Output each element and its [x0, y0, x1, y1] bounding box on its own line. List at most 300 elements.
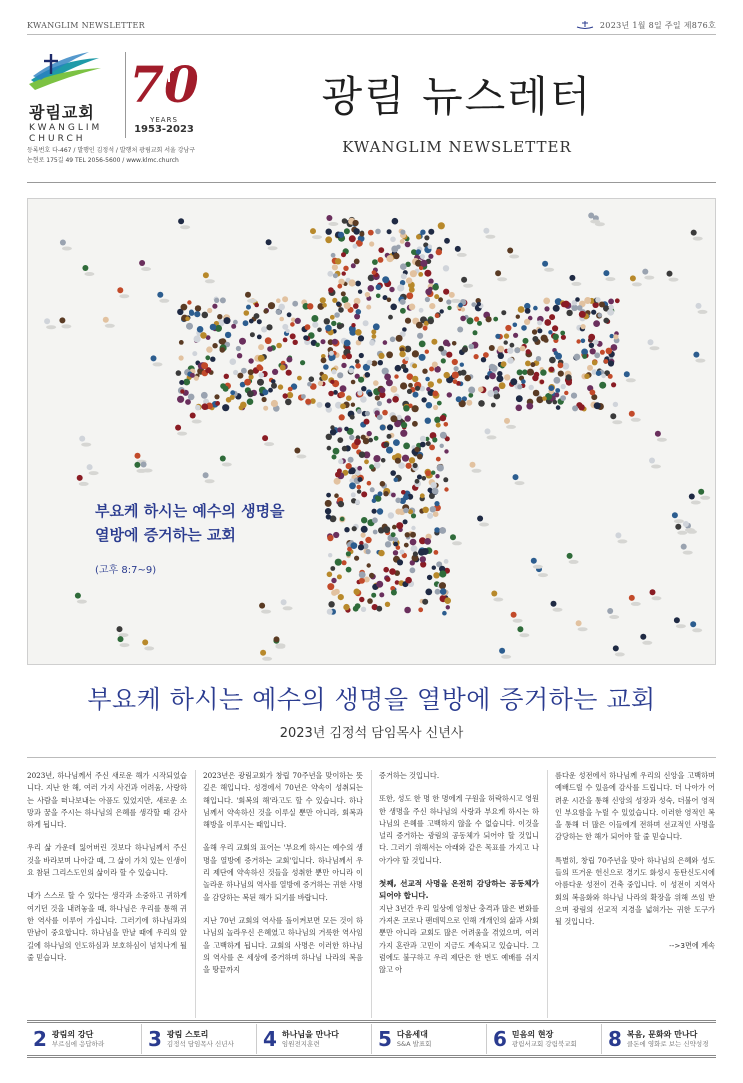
walker-shadow [506, 425, 516, 429]
crowd-person [440, 432, 447, 439]
crowd-person [387, 229, 392, 234]
crowd-person [337, 324, 343, 330]
walker-shadow [615, 652, 625, 656]
crowd-person [608, 299, 614, 305]
top-left-label: KWANGLIM NEWSLETTER [27, 20, 145, 30]
crowd-person [357, 409, 362, 414]
crowd-person [357, 489, 361, 493]
crowd-person [361, 435, 366, 440]
crowd-person [382, 410, 388, 416]
walker-shadow [328, 222, 338, 226]
crowd-person [434, 501, 439, 506]
crowd-person [396, 245, 401, 250]
crowd-person [536, 396, 543, 403]
hero-caption-reference: (고후 8:7~9) [95, 565, 157, 576]
crowd-person [461, 307, 465, 311]
crowd-person [373, 455, 380, 462]
index-item-2[interactable] [27, 1024, 142, 1054]
masthead-subtitle: KWANGLIM NEWSLETTER [342, 138, 572, 156]
crowd-person [195, 405, 201, 411]
crowd-person [377, 401, 382, 406]
walker-shadow [296, 455, 306, 459]
walker-shadow [479, 523, 489, 527]
crowd-person [444, 372, 450, 378]
crowd-person [312, 322, 318, 328]
crowd-person [331, 578, 336, 583]
crowd-person [220, 297, 226, 303]
walker-person [117, 287, 123, 293]
index-page-number: 8 [608, 1027, 622, 1051]
walker-shadow [650, 346, 660, 350]
crowd-person [390, 304, 397, 311]
crowd-person [529, 385, 534, 390]
logo-english-line2: CHURCH [29, 134, 86, 144]
crowd-person [321, 374, 328, 381]
crowd-person [392, 525, 397, 530]
walker-shadow [652, 596, 662, 600]
crowd-person [419, 354, 426, 361]
crowd-person [200, 332, 207, 339]
crowd-person [425, 589, 432, 596]
crowd-person [435, 589, 441, 595]
crowd-person [349, 478, 354, 483]
crowd-person [393, 550, 398, 555]
article-column-4 [555, 770, 715, 1020]
crowd-person [357, 391, 362, 396]
walker-shadow [61, 324, 71, 328]
crowd-person [435, 313, 440, 318]
walker-shadow [612, 420, 622, 424]
crowd-person [608, 374, 613, 379]
crowd-person [420, 556, 426, 562]
crowd-person [564, 391, 568, 395]
crowd-person [507, 348, 513, 354]
crowd-person [474, 354, 479, 359]
crowd-person [202, 403, 209, 410]
crowd-person [552, 325, 558, 331]
crowd-person [233, 320, 238, 325]
crowd-person [390, 237, 396, 243]
crowd-person [332, 339, 338, 345]
walker-person [551, 601, 557, 607]
crowd-person [416, 234, 421, 239]
crowd-person [401, 273, 407, 279]
crowd-person [514, 347, 520, 353]
walker-person [103, 317, 109, 323]
crowd-person [401, 364, 406, 369]
crowd-person [336, 302, 341, 307]
crowd-person [192, 351, 197, 356]
paragraph: 또한, 성도 한 명 한 명에게 구원을 허락하시고 영원한 생명을 주신 하나님의 사랑과 부요케 하시는 하나님의 은혜를 고백하지 않을 수 없습니다. 이것을 널리 증거하는 광림의 공동체가 되어야 할 것입니다. 그러기 위해서는 아래와 같은 목표를 가지고 나아가야 할 것입니다. [379, 794, 539, 865]
crowd-person [440, 309, 444, 313]
logo-korean-text: 광림교회 [29, 103, 95, 122]
crowd-person [286, 370, 292, 376]
index-item-5[interactable] [372, 1024, 487, 1054]
crowd-person [537, 320, 542, 325]
walker-person [610, 413, 616, 419]
crowd-person [374, 410, 379, 415]
crowd-person [415, 386, 420, 391]
crowd-person [405, 532, 410, 537]
walker-shadow [119, 294, 129, 298]
crowd-person [516, 395, 523, 402]
crowd-person [393, 542, 398, 547]
crowd-person [326, 229, 332, 235]
crowd-person [419, 341, 426, 348]
crowd-person [394, 478, 399, 483]
index-item-3[interactable] [142, 1024, 257, 1054]
crowd-person [542, 396, 547, 401]
crowd-person [283, 393, 288, 398]
crowd-person [346, 463, 352, 469]
crowd-person [348, 457, 354, 463]
crowd-person [454, 366, 459, 371]
crowd-person [328, 287, 334, 293]
walker-shadow [144, 646, 154, 650]
crowd-person [332, 264, 338, 270]
crowd-person [389, 568, 396, 575]
walker-shadow [497, 277, 507, 281]
crowd-person [593, 320, 600, 327]
crowd-person [257, 335, 262, 340]
crowd-person [403, 508, 409, 514]
crowd-person [189, 311, 194, 316]
crowd-person [241, 368, 247, 374]
walker-person [504, 418, 510, 424]
crowd-person [320, 297, 326, 303]
crowd-person [223, 386, 229, 392]
walker-person [683, 521, 689, 527]
walker-person [178, 218, 184, 224]
crowd-person [195, 305, 201, 311]
crowd-person [353, 228, 360, 235]
index-item-4[interactable] [257, 1024, 372, 1054]
crowd-person [358, 290, 362, 294]
crowd-person [579, 311, 586, 318]
crowd-person [390, 470, 396, 476]
crowd-person [598, 313, 603, 318]
crowd-person [268, 388, 273, 393]
crowd-person [224, 374, 229, 379]
crowd-person [286, 357, 292, 363]
crowd-person [599, 302, 605, 308]
index-item-8[interactable] [602, 1024, 716, 1054]
crowd-person [248, 369, 254, 375]
walker-shadow [626, 378, 636, 382]
index-title: 광림 스토리 [166, 1029, 209, 1039]
crowd-person [185, 316, 190, 321]
crowd-person [224, 317, 231, 324]
walker-shadow [452, 541, 462, 545]
walker-person [655, 431, 661, 437]
crowd-person [588, 334, 595, 341]
index-item-6[interactable] [487, 1024, 602, 1054]
crowd-person [317, 328, 322, 333]
crowd-person [405, 242, 411, 248]
walker-shadow [264, 442, 274, 446]
registration-info [27, 146, 267, 166]
crowd-person [334, 493, 339, 498]
crowd-person [220, 347, 226, 353]
walker-person [220, 456, 226, 462]
crowd-person [337, 428, 342, 433]
crowd-person [457, 327, 463, 333]
crowd-person [402, 455, 409, 462]
column-divider [195, 770, 196, 1018]
crowd-person [581, 339, 586, 344]
walker-shadow [590, 220, 600, 224]
crowd-person [368, 285, 375, 292]
crowd-person [477, 321, 482, 326]
crowd-person [378, 360, 383, 365]
crowd-person [334, 589, 340, 595]
crowd-person [576, 339, 580, 343]
walker-shadow [553, 608, 563, 612]
walker-shadow [569, 560, 579, 564]
index-title: 광림의 강단 [51, 1029, 94, 1039]
crowd-person [413, 463, 418, 468]
crowd-person [499, 382, 506, 389]
crowd-person [247, 390, 254, 397]
crowd-person [406, 463, 412, 469]
crowd-person [403, 519, 408, 524]
crowd-person [433, 391, 439, 397]
crowd-person [378, 491, 383, 496]
crowd-person [590, 390, 596, 396]
walker-shadow [451, 299, 461, 303]
crowd-person [287, 392, 293, 398]
crowd-person [344, 228, 350, 234]
crowd-person [405, 415, 411, 421]
crowd-person [474, 317, 479, 322]
crowd-person [533, 390, 540, 397]
crowd-person [244, 310, 250, 316]
crowd-person [489, 373, 496, 380]
crowd-person [359, 597, 364, 602]
crowd-person [595, 297, 600, 302]
walker-person [483, 228, 489, 234]
crowd-person [443, 265, 449, 271]
crowd-person [295, 318, 301, 324]
crowd-person [248, 358, 253, 363]
column-divider [371, 770, 372, 1018]
crowd-person [452, 372, 459, 379]
crowd-person [441, 358, 446, 363]
crowd-person [406, 277, 412, 283]
crowd-person [561, 335, 566, 340]
crowd-person [371, 329, 376, 334]
crowd-person [554, 377, 561, 384]
crowd-person [346, 395, 352, 401]
header-divider [27, 182, 716, 183]
walker-person [461, 277, 467, 283]
crowd-person [327, 583, 334, 590]
crowd-person [386, 351, 393, 358]
crowd-person [357, 485, 362, 490]
walker-person [450, 534, 456, 540]
crowd-person [395, 458, 401, 464]
crowd-person [244, 379, 251, 386]
crowd-person [435, 474, 439, 478]
walker-person [698, 489, 704, 495]
crowd-person [517, 384, 522, 389]
paragraph: 특별히, 창립 70주년을 맞아 하나님의 은혜와 성도들의 뜨거운 헌신으로 경기도 화성시 동탄신도시에 아름다운 성전이 건축 중입니다. 이 성전이 지역사회의 복음화와 하나님 나라의 확장을 위해 쓰임 받으며 광림의 선교적 지경을 넓혀가는 귀한 도구가 될 것입니다. [555, 855, 715, 927]
crowd-person [544, 306, 549, 311]
crowd-person [393, 253, 399, 259]
walker-shadow [683, 551, 693, 555]
crowd-person [587, 365, 593, 371]
crowd-person [613, 334, 618, 339]
crowd-person [326, 434, 332, 440]
walker-shadow [262, 657, 272, 661]
crowd-person [390, 415, 397, 422]
crowd-person [431, 339, 437, 345]
crowd-person [487, 390, 494, 397]
crowd-person [581, 324, 586, 329]
crowd-person [373, 323, 380, 330]
walker-shadow [698, 310, 708, 314]
crowd-person [418, 272, 423, 277]
walker-shadow [519, 633, 529, 637]
crowd-person [363, 320, 369, 326]
walker-person [693, 352, 699, 358]
crowd-person [257, 319, 262, 324]
crowd-person [287, 312, 292, 317]
crowd-person [358, 477, 363, 482]
crowd-person [246, 305, 251, 310]
crowd-person [325, 402, 331, 408]
crowd-person [527, 369, 534, 376]
crowd-person [491, 403, 496, 408]
crowd-person [222, 404, 229, 411]
crowd-person [533, 306, 538, 311]
crowd-person [410, 270, 417, 277]
walker-shadow [571, 282, 581, 286]
crowd-person [349, 435, 354, 440]
crowd-person [340, 403, 346, 409]
crowd-person [424, 270, 431, 277]
crowd-person [351, 263, 356, 268]
crowd-person [181, 304, 188, 311]
crowd-person [433, 572, 439, 578]
hero-caption [95, 499, 385, 576]
crowd-person [462, 346, 468, 352]
crowd-person [380, 481, 386, 487]
crowd-person [341, 291, 346, 296]
walker-shadow [685, 528, 695, 532]
crowd-person [520, 346, 526, 352]
crowd-person [426, 402, 432, 408]
crowd-person [351, 403, 355, 407]
crowd-person [428, 318, 434, 324]
continued-link[interactable]: -->3면에 계속 [669, 940, 715, 950]
crowd-person [376, 606, 382, 612]
crowd-person [212, 304, 217, 309]
crowd-person [342, 271, 346, 275]
crowd-person [516, 405, 523, 412]
walker-person [118, 636, 124, 642]
walker-shadow [77, 600, 87, 604]
walker-person [603, 270, 609, 276]
crowd-person [307, 303, 313, 309]
crowd-person [326, 493, 331, 498]
crowd-person [427, 513, 433, 519]
crowd-person [536, 356, 541, 361]
crowd-person [431, 471, 435, 475]
walker-shadow [657, 438, 667, 442]
crowd-person [411, 545, 418, 552]
index-page-number: 6 [493, 1027, 507, 1051]
crowd-person [338, 307, 344, 313]
walker-shadow [513, 619, 523, 623]
walker-shadow [177, 432, 187, 436]
crowd-person [523, 338, 529, 344]
crowd-person [361, 607, 366, 612]
crowd-person [600, 350, 605, 355]
crowd-person [376, 294, 381, 299]
crowd-person [603, 318, 609, 324]
walker-person [576, 620, 582, 626]
crowd-person [249, 319, 254, 324]
crowd-person [419, 308, 424, 313]
crowd-person [412, 363, 417, 368]
walker-shadow [691, 501, 701, 505]
crowd-person [391, 532, 396, 537]
walker-person [470, 462, 476, 468]
walker-shadow [695, 359, 705, 363]
crowd-person [355, 359, 360, 364]
crowd-person [395, 509, 401, 515]
crowd-person [327, 609, 333, 615]
anniversary-number [129, 52, 199, 114]
crowd-person [387, 399, 392, 404]
crowd-person [293, 340, 298, 345]
crowd-person [317, 402, 323, 408]
crowd-person [584, 374, 589, 379]
index-title: 하나님을 만나다 [281, 1029, 339, 1039]
crowd-person [469, 344, 475, 350]
crowd-person [516, 315, 520, 319]
index-title: 다음세대 [396, 1029, 428, 1039]
crowd-person [594, 402, 601, 409]
walker-shadow [141, 267, 151, 271]
crowd-person [556, 405, 561, 410]
registration-line2: 논현로 175길 49 TEL 2056-5600 / www.klmc.church [27, 157, 179, 164]
crowd-person [489, 364, 495, 370]
crowd-person [205, 355, 210, 360]
crowd-person [300, 360, 305, 365]
crowd-person [349, 482, 356, 489]
crowd-person [601, 374, 606, 379]
crowd-person [397, 559, 403, 565]
walker-person [650, 589, 656, 595]
crowd-person [263, 309, 268, 314]
issue-info-group [576, 20, 716, 31]
crowd-person [549, 357, 556, 364]
crowd-person [359, 578, 365, 584]
crowd-person [376, 284, 382, 290]
crowd-person [217, 314, 222, 319]
crowd-person [201, 362, 208, 369]
crowd-person [383, 340, 388, 345]
crowd-person [343, 604, 349, 610]
walker-shadow [261, 610, 271, 614]
crowd-person [214, 298, 219, 303]
crowd-person [367, 598, 373, 604]
crowd-person [493, 317, 498, 322]
walker-person [135, 453, 141, 459]
crowd-person [558, 371, 564, 377]
